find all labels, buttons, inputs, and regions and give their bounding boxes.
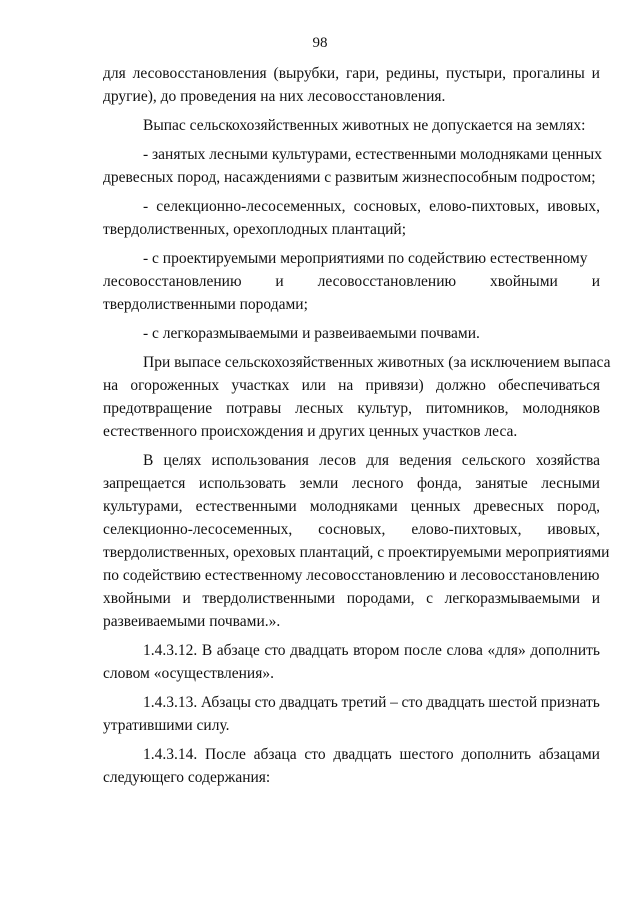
word: После (205, 746, 246, 763)
word: культурами, (103, 498, 183, 515)
text-line (103, 587, 600, 610)
word: привязи) (365, 377, 424, 394)
word: и (591, 590, 600, 607)
word: сто (304, 746, 326, 763)
word: втором (353, 642, 400, 659)
word: шестой (488, 694, 538, 711)
text-line: - с проектируемыми мероприятиями по содействию естественному (143, 250, 588, 267)
text-line: следующего содержания: (103, 769, 271, 786)
word: шестого (399, 746, 454, 763)
paragraph-p10 (103, 691, 600, 737)
word: лесовосстановлению (317, 273, 457, 290)
word: двадцать (279, 694, 338, 711)
word: хвойными (489, 273, 558, 290)
text-line: развеиваемыми почвами.». (103, 613, 281, 630)
page-number: 98 (312, 35, 328, 51)
text-line: - занятых лесными культурами, естественными молодняками ценных (143, 146, 602, 163)
text-line: твердолиственных, орехоплодных плантаций; (103, 221, 407, 238)
text-line: древесных пород, насаждениями с развитым жизнеспособным подростом; (103, 169, 596, 186)
word: и (591, 273, 600, 290)
word: Абзацы (200, 694, 251, 711)
text-line: по содействию естественному лесовосстановлению и лесовосстановлению (103, 567, 600, 584)
word: твердолиственными (202, 590, 336, 607)
text-line (103, 518, 600, 541)
word: культур, (357, 400, 412, 417)
text-line (103, 743, 600, 766)
word: фонда, (417, 475, 462, 492)
word: целях (163, 452, 202, 469)
word: ведения (399, 452, 452, 469)
text-line: твердолиственных, ореховых плантаций, с проектируемыми мероприятиями (103, 544, 610, 561)
paragraph-p5 (103, 247, 600, 316)
word: елово-пихтовых, (429, 198, 540, 215)
word: 1.4.3.12. (143, 642, 198, 659)
word: или (301, 377, 326, 394)
word: дополнить (530, 642, 600, 659)
text-line: - с легкоразмываемыми и развеиваемыми почвами. (143, 325, 480, 342)
text-line (103, 270, 600, 293)
word: 1.4.3.13. (143, 694, 198, 711)
text-line (103, 195, 600, 218)
word: для (366, 452, 389, 469)
word: В (143, 452, 154, 469)
paragraph-p3 (103, 143, 600, 189)
word: запрещается (103, 475, 186, 492)
word: и (182, 590, 191, 607)
paragraph-p7 (103, 351, 611, 443)
word: двадцать (426, 694, 485, 711)
word: третий (341, 694, 387, 711)
word: елово-пихтовых, (411, 521, 522, 538)
text-line: естественного происхождения и других ценных участков леса. (103, 423, 518, 440)
text-line (103, 639, 600, 662)
word: потравы (226, 400, 282, 417)
paragraph-p8 (103, 449, 610, 633)
word: и (591, 65, 600, 82)
word: сельского (461, 452, 526, 469)
word: лесными (541, 475, 600, 492)
word: обеспечиваться (498, 377, 600, 394)
word: слова (446, 642, 483, 659)
word: сто (254, 694, 276, 711)
word: лесов (319, 452, 357, 469)
word: земли (299, 475, 339, 492)
word: хвойными (103, 590, 171, 607)
paragraph-p4 (103, 195, 600, 241)
text-line: другие), до проведения на них лесовосстановления. (103, 88, 446, 105)
text-line (103, 62, 600, 85)
word: ивовых, (547, 521, 600, 538)
word: селекционно-лесосеменных, (103, 521, 293, 538)
text-line: Выпас сельскохозяйственных животных не допускается на землях: (143, 117, 586, 134)
paragraph-p11 (103, 743, 600, 789)
text-line (103, 472, 600, 495)
word: двадцать (290, 642, 349, 659)
word: занятые (475, 475, 528, 492)
word: использовать (198, 475, 286, 492)
word: после (403, 642, 442, 659)
word: лесовосстановления (132, 65, 267, 82)
paragraph-p1 (103, 62, 600, 108)
text-line (103, 449, 600, 472)
word: ивовых, (547, 198, 600, 215)
word: лесных (295, 400, 344, 417)
word: редины, (385, 65, 440, 82)
word: и (275, 273, 284, 290)
word: пород, (557, 498, 600, 515)
word: гари, (345, 65, 380, 82)
paragraph-p6 (103, 322, 600, 345)
word: «для» (487, 642, 526, 659)
word: двадцать (333, 746, 392, 763)
word: лесовосстановлению (103, 273, 242, 290)
word: огороженных (130, 377, 220, 394)
word: молодняками (309, 498, 398, 515)
text-line (103, 374, 600, 397)
text-line (103, 495, 600, 518)
word: молодняков (522, 400, 600, 417)
paragraph-p9 (103, 639, 600, 685)
word: породами, (346, 590, 415, 607)
word: - (143, 198, 149, 215)
word: участках (231, 377, 290, 394)
word: сто (264, 642, 286, 659)
text-line: утратившими силу. (103, 717, 230, 734)
word: на (338, 377, 354, 394)
text-line: твердолиственными породами; (103, 296, 308, 313)
word: питомников, (425, 400, 509, 417)
word: на (103, 377, 119, 394)
text-line: словом «осуществления». (103, 665, 274, 682)
word: естественными (195, 498, 297, 515)
word: дополнить (461, 746, 532, 763)
word: использования (211, 452, 309, 469)
word: – (390, 694, 398, 711)
word: (вырубки, (273, 65, 340, 82)
word: признать (540, 694, 600, 711)
word: предотвращение (103, 400, 213, 417)
word: пустыри, (446, 65, 507, 82)
word: сосновых, (353, 198, 421, 215)
text-line: При выпасе сельскохозяйственных животных (за исключением выпаса (143, 354, 611, 371)
word: с (426, 590, 434, 607)
paragraph-p2 (103, 114, 600, 137)
word: древесных (473, 498, 545, 515)
word: абзаце (216, 642, 260, 659)
word: абзацами (538, 746, 600, 763)
text-line (103, 691, 600, 714)
word: хозяйства (535, 452, 600, 469)
word: 1.4.3.14. (143, 746, 198, 763)
word: сосновых, (318, 521, 386, 538)
text-line (103, 397, 600, 420)
word: ценных (410, 498, 461, 515)
word: В (201, 642, 213, 659)
word: для (103, 65, 126, 82)
word: легкоразмываемыми (444, 590, 581, 607)
word: должно (435, 377, 486, 394)
word: сто (401, 694, 423, 711)
word: прогалины (512, 65, 585, 82)
document-body (103, 62, 611, 795)
word: селекционно-лесосеменных, (156, 198, 346, 215)
word: абзаца (253, 746, 297, 763)
word: лесного (351, 475, 404, 492)
